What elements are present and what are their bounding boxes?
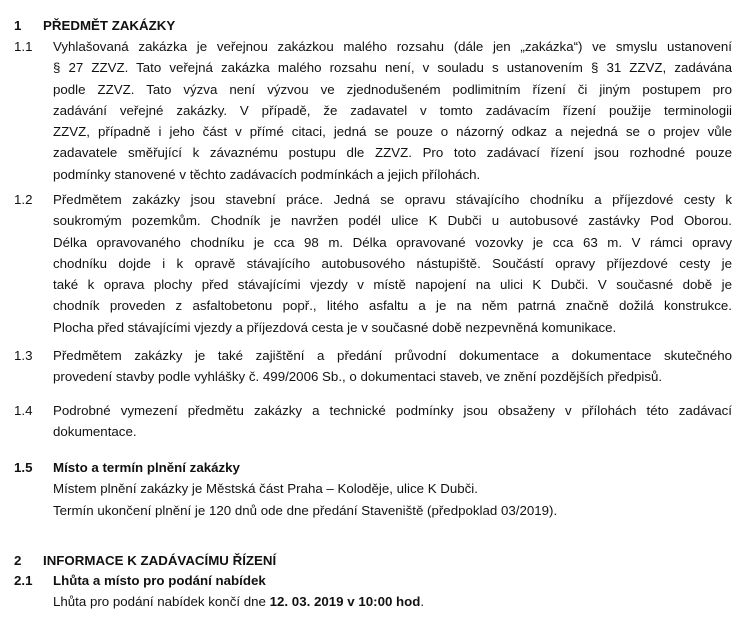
text-line: Vyhlašovaná zakázka je veřejnou zakázkou malého rozsahu (dále jen „zakázka“) ve smyslu ustanovení <box>53 39 732 54</box>
subsection-title: Lhůta a místo pro podání nabídek <box>53 573 266 588</box>
text-line: Místem plnění zakázky je Městská část Praha – Koloděje, ulice K Dubči. <box>53 481 478 497</box>
section-title: PŘEDMĚT ZAKÁZKY <box>43 18 176 33</box>
section-number: 2 <box>14 553 22 568</box>
deadline-end-text: . <box>420 594 425 610</box>
text-line: podle ZZVZ. Tato výzva není výzvou ve zjednodušeném podlimitním řízení či jiným postupem pro <box>53 81 732 97</box>
paragraph-1-4 <box>14 400 732 443</box>
text-line: § 27 ZZVZ. Tato veřejná zakázka malého rozsahu není, v souladu s ustanovením § 31 ZZVZ, zadávána <box>53 60 732 76</box>
text-line: Plocha před stávajícími vjezdy a příjezdová cesta je v současné době nezpevněná komunikace. <box>53 319 617 335</box>
subsection-number: 2.1 <box>14 573 33 588</box>
section-1-heading <box>14 15 175 36</box>
section-title: INFORMACE K ZADÁVACÍMU ŘÍZENÍ <box>43 553 277 568</box>
paragraph-number: 1.2 <box>14 192 33 207</box>
deadline-line <box>53 591 732 612</box>
text-line: zadavatele směřující k závaznému postupu dle ZZVZ. Pro toto zadávací řízení jsou rozhodné pouze <box>53 145 732 161</box>
subsection-title: Místo a termín plnění zakázky <box>53 460 240 475</box>
deadline-intro-text: Lhůta pro podání nabídek končí dne <box>53 594 270 610</box>
paragraph-number: 1.3 <box>14 348 33 363</box>
text-line: dokumentace. <box>53 424 137 440</box>
text-line: podmínky stanovené v těchto zadávacích podmínkách a jejich přílohách. <box>53 166 481 182</box>
text-line: Podrobné vymezení předmětu zakázky a technické podmínky jsou obsaženy v přílohách této zadávací <box>53 403 732 418</box>
text-line: soukromým pozemkům. Chodník je navržen podél ulice K Dubči u autobusové zastávky Pod Oborou. <box>53 213 732 229</box>
subsection-number: 1.5 <box>14 460 33 475</box>
text-line: chodníku dojde i k opravě stávajícího autobusového nástupiště. Součástí opravy příjezdové cesty je <box>53 255 732 271</box>
paragraph-number: 1.1 <box>14 39 33 54</box>
text-line: ZZVZ, případně i jeho část v přímé citaci, jedná se pouze o názorný odkaz a nejedná se o projev vůle <box>53 124 732 140</box>
deadline-value: 12. 03. 2019 v 10:00 hod <box>269 594 421 610</box>
paragraph-1-1 <box>14 36 732 185</box>
subsection-2-1 <box>14 570 732 613</box>
section-number: 1 <box>14 18 22 33</box>
section-2-heading <box>14 550 276 571</box>
text-line: Termín ukončení plnění je 120 dnů ode dne předání Staveniště (předpoklad 03/2019). <box>53 502 558 518</box>
text-line: provedení stavby podle vyhlášky č. 499/2006 Sb., o dokumentaci staveb, ve znění pozdějších předpisů. <box>53 369 663 385</box>
subsection-1-5 <box>14 457 732 521</box>
text-line: zadávání veřejné zakázky. V případě, že zadavatel v tomto zadávacím řízení použije terminologii <box>53 102 732 118</box>
text-line: Předmětem zakázky je také zajištění a předání průvodní dokumentace a dokumentace skutečného <box>53 348 732 363</box>
text-line: Předmětem zakázky jsou stavební práce. Jedná se opravu stávajícího chodníku a příjezdové cesty k <box>53 192 732 207</box>
paragraph-1-2 <box>14 189 732 338</box>
paragraph-number: 1.4 <box>14 403 33 418</box>
paragraph-1-3 <box>14 345 732 388</box>
text-line: chodník proveden z asfaltobetonu popř., litého asfaltu a je na něm patrná značně dožilá konstrukce. <box>53 298 732 314</box>
text-line: také k oprava plochy před stávajícími vjezdy v místě napojení na ulici K Dubči. V současné době je <box>53 277 732 293</box>
text-line: Délka opravovaného chodníku je cca 98 m. Délka opravované vozovky je cca 63 m. V rámci opravy <box>53 234 732 250</box>
